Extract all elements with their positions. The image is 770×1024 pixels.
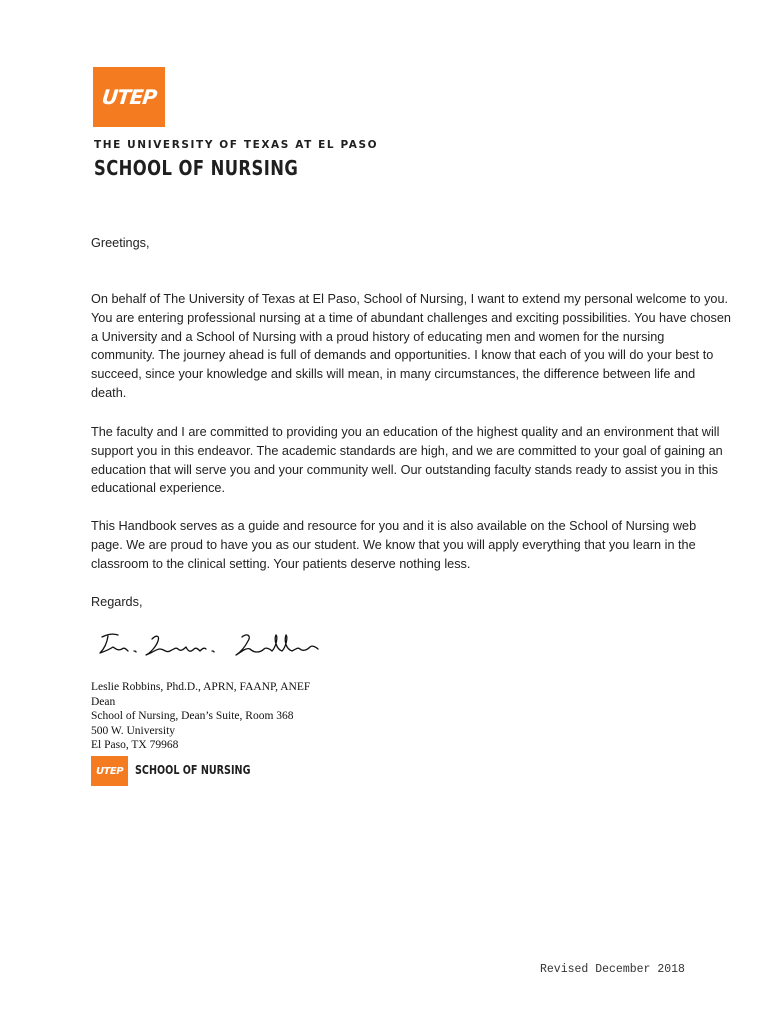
- greeting: Greetings,: [91, 236, 150, 250]
- signatory-title: Dean: [91, 695, 116, 708]
- signatory-office: School of Nursing, Dean’s Suite, Room 368: [91, 710, 294, 723]
- paragraph-welcome: On behalf of The University of Texas at El Paso, School of Nursing, I want to extend my personal welcome to you. You are entering professional nursing at a time of abundant challenges and exciting possibilities. You have chosen a University and a School of Nursing with a proud history of educating men and women for the nursing community. The journey ahead is full of demands and opportunities. I know that each of you will do your best to succeed, since your knowledge and skills will mean, in many circumstances, the difference between life and death.: [91, 292, 731, 400]
- footer-utep-logo-text: UTEP: [95, 765, 124, 777]
- utep-logo-text: UTEP: [100, 85, 158, 109]
- utep-logo: [93, 67, 165, 127]
- paragraph-faculty: The faculty and I are committed to providing you an education of the highest quality and an environment that will support you in this endeavor. The academic standards are high, and we are committed to your goal of gaining an education that will serve you and your community well. Our outstanding faculty stands ready to assist you in this educational experience.: [91, 425, 723, 496]
- footer-utep-logo: [91, 756, 128, 786]
- university-name: THE UNIVERSITY OF TEXAS AT EL PASO: [94, 139, 379, 151]
- paragraph-handbook: This Handbook serves as a guide and resource for you and it is also available on the School of Nursing web page. We are proud to have you as our student. We know that you will apply everything that you learn in the classroom to the clinical setting. Your patients deserve nothing less.: [91, 519, 697, 571]
- footer-school-name: SCHOOL OF NURSING: [135, 763, 251, 777]
- signatory-block: [91, 680, 310, 753]
- signatory-street: 500 W. University: [91, 724, 176, 737]
- signatory-city: El Paso, TX 79968: [91, 739, 179, 752]
- school-name: SCHOOL OF NURSING: [94, 156, 299, 180]
- revision-date: Revised December 2018: [540, 963, 685, 976]
- signatory-name: Leslie Robbins, Phd.D., APRN, FAANP, ANEF: [91, 681, 311, 693]
- handwritten-signature: [96, 627, 326, 663]
- closing: Regards,: [91, 595, 143, 609]
